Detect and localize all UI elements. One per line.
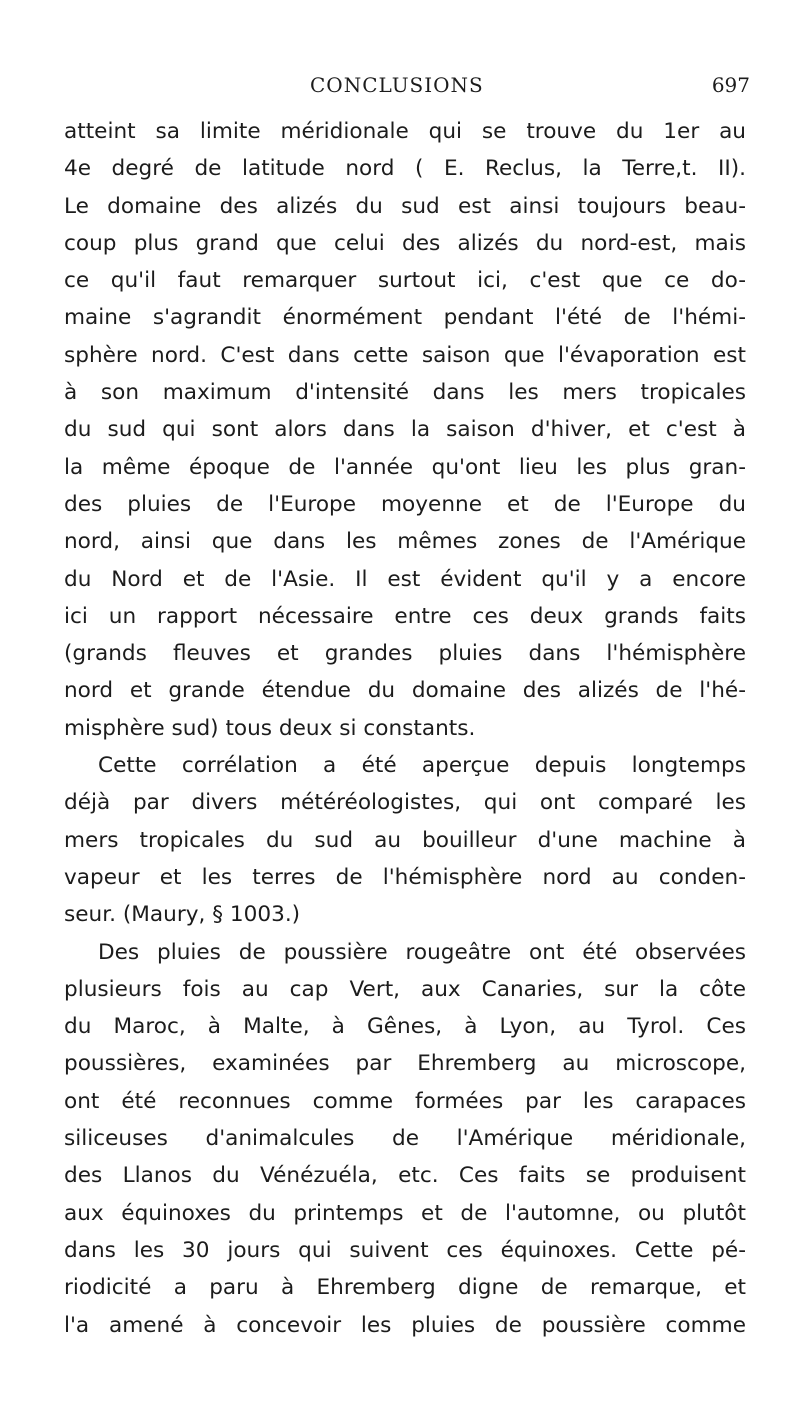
text-line: Le domaine des alizés du sud est ainsi toujours beau-	[64, 193, 746, 219]
text-line: siliceuses d'animalcules de l'Amérique méridionale,	[64, 1126, 746, 1152]
text-line: ici un rapport nécessaire entre ces deux grands faits	[64, 603, 746, 629]
text-line: Des pluies de poussière rougeâtre ont été observées	[98, 939, 746, 965]
text-line: du Maroc, à Malte, à Gênes, à Lyon, au Tyrol. Ces	[64, 1014, 746, 1040]
text-line: vapeur et les terres de l'hémisphère nord au conden-	[64, 864, 746, 890]
text-line: (grands fleuves et grandes pluies dans l'hémisphère	[64, 641, 746, 667]
body-text	[64, 113, 746, 1344]
text-line: 4e degré de latitude nord ( E. Reclus, la Terre,t. II).	[64, 156, 746, 182]
text-line: riodicité a paru à Ehremberg digne de remarque, et	[64, 1275, 746, 1301]
page-number: 697	[711, 73, 750, 97]
text-line: ce qu'il faut remarquer surtout ici, c'est que ce do-	[64, 268, 746, 294]
text-line: maine s'agrandit énormément pendant l'été de l'hémi-	[64, 305, 746, 331]
text-line: mers tropicales du sud au bouilleur d'une machine à	[64, 827, 746, 853]
text-line: aux équinoxes du printemps et de l'automne, ou plutôt	[64, 1200, 746, 1226]
text-line: ont été reconnues comme formées par les carapaces	[64, 1088, 746, 1114]
text-line: déjà par divers météréologistes, qui ont comparé les	[64, 790, 746, 816]
page-header	[60, 70, 750, 100]
text-line: plusieurs fois au cap Vert, aux Canaries, sur la côte	[64, 976, 746, 1002]
text-line: sphère nord. C'est dans cette saison que l'évaporation est	[64, 342, 746, 368]
text-line: atteint sa limite méridionale qui se trouve du 1er au	[64, 119, 746, 144]
text-line: nord, ainsi que dans les mêmes zones de l'Amérique	[64, 529, 746, 555]
text-line: des pluies de l'Europe moyenne et de l'Europe du	[64, 491, 746, 517]
text-line: dans les 30 jours qui suivent ces équinoxes. Cette pé-	[64, 1237, 746, 1263]
text-line: seur. (Maury, § 1003.)	[64, 902, 301, 928]
text-line: du Nord et de l'Asie. Il est évident qu'il y a encore	[64, 566, 746, 592]
text-line: à son maximum d'intensité dans les mers tropicales	[64, 380, 746, 406]
text-line: des Llanos du Vénézuéla, etc. Ces faits se produisent	[64, 1163, 746, 1189]
running-title: CONCLUSIONS	[310, 73, 484, 97]
text-line: Cette corrélation a été aperçue depuis longtemps	[98, 753, 746, 779]
text-line: coup plus grand que celui des alizés du nord-est, mais	[64, 230, 746, 256]
text-line: l'a amené à concevoir les pluies de poussière comme	[64, 1312, 746, 1338]
text-line: du sud qui sont alors dans la saison d'hiver, et c'est à	[64, 417, 746, 443]
text-line: nord et grande étendue du domaine des alizés de l'hé-	[64, 678, 746, 704]
text-line: la même époque de l'année qu'ont lieu les plus gran-	[64, 454, 746, 480]
text-line: poussières, examinées par Ehremberg au microscope,	[64, 1051, 746, 1077]
text-line: misphère sud) tous deux si constants.	[64, 715, 476, 741]
